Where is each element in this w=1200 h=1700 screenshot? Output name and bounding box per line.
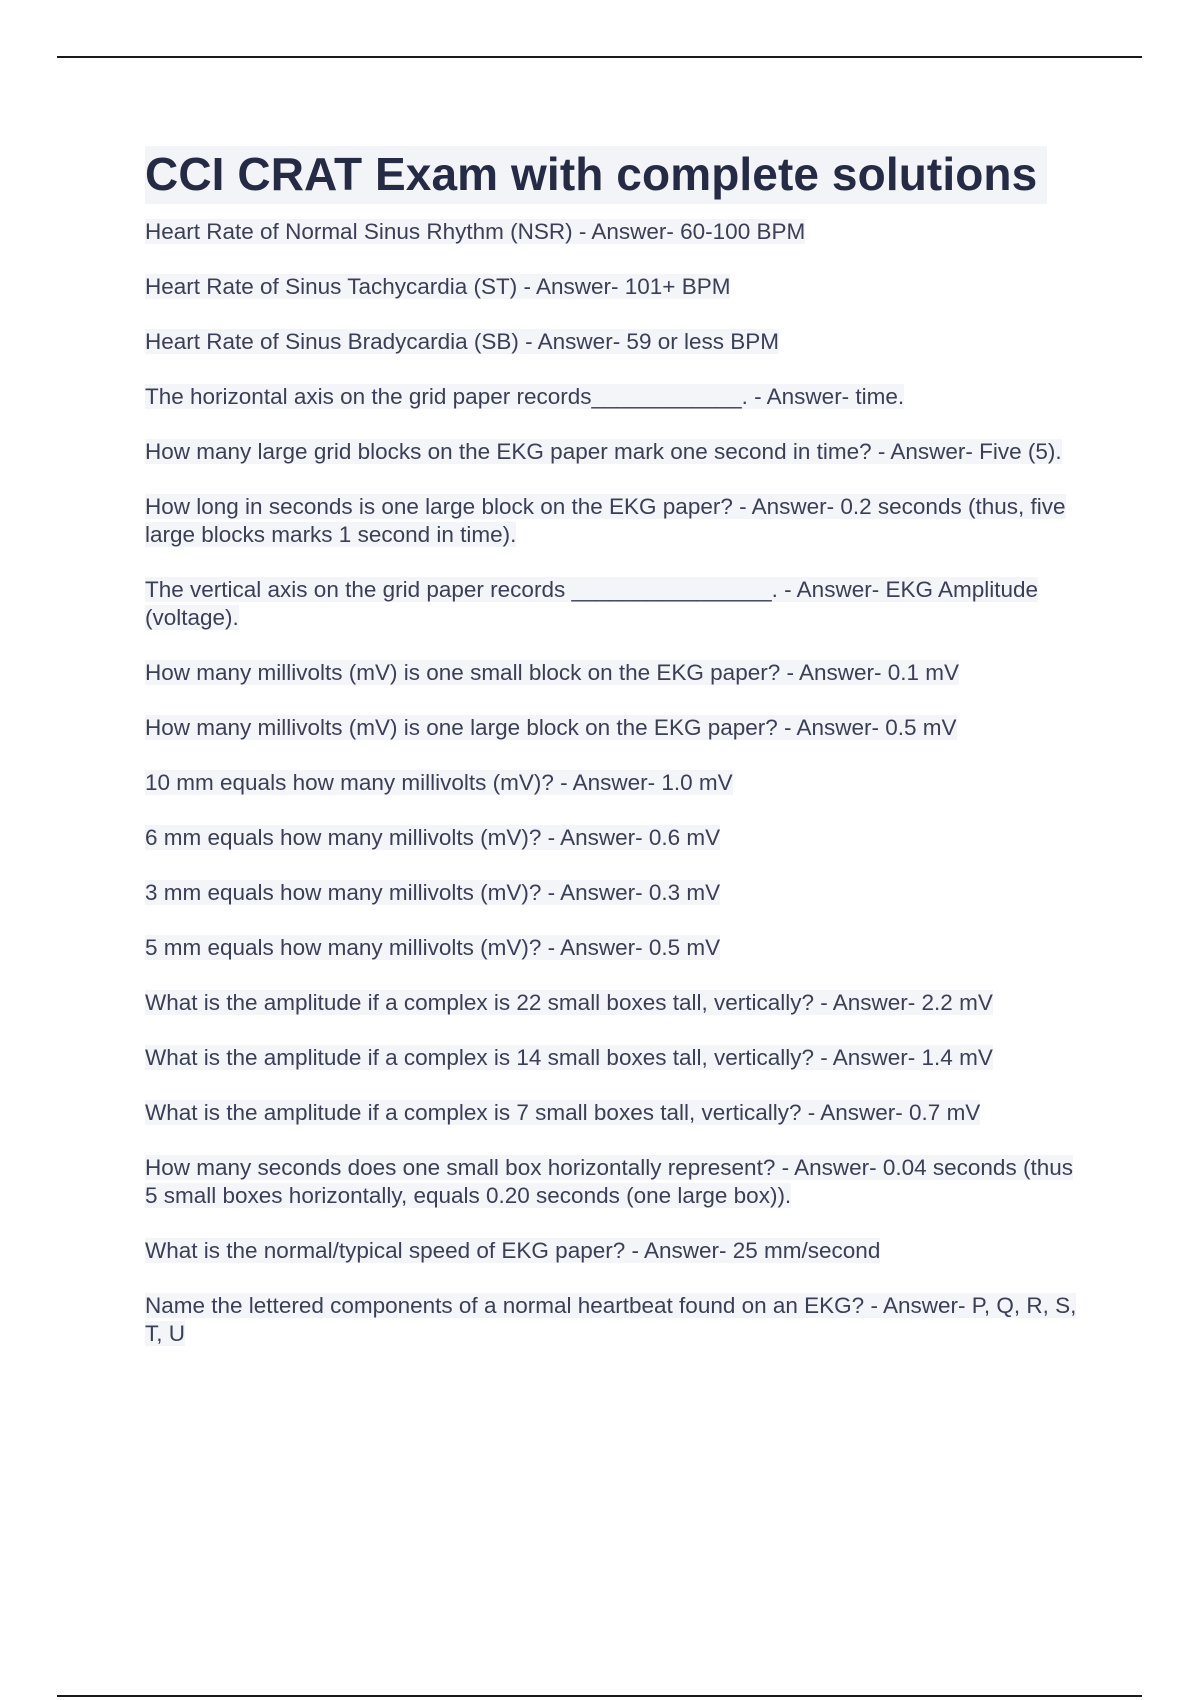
qa-item bbox=[145, 879, 1090, 907]
qa-item bbox=[145, 438, 1090, 466]
qa-text: How long in seconds is one large block on the EKG paper? - Answer- 0.2 seconds (thus, five large blocks marks 1 second in time). bbox=[145, 494, 1066, 547]
bottom-rule bbox=[57, 1695, 1142, 1697]
qa-item bbox=[145, 576, 1090, 632]
qa-text: How many seconds does one small box horizontally represent? - Answer- 0.04 seconds (thus 5 small boxes horizontally, equals 0.20 seconds (one large box)). bbox=[145, 1155, 1073, 1208]
qa-item bbox=[145, 1099, 1090, 1127]
qa-text: What is the amplitude if a complex is 14 small boxes tall, vertically? - Answer- 1.4 mV bbox=[145, 1045, 993, 1070]
qa-item bbox=[145, 1154, 1090, 1210]
qa-text: How many millivolts (mV) is one large block on the EKG paper? - Answer- 0.5 mV bbox=[145, 715, 957, 740]
qa-item bbox=[145, 383, 1090, 411]
qa-text: 10 mm equals how many millivolts (mV)? - Answer- 1.0 mV bbox=[145, 770, 733, 795]
qa-text: Heart Rate of Sinus Bradycardia (SB) - Answer- 59 or less BPM bbox=[145, 329, 779, 354]
qa-item bbox=[145, 824, 1090, 852]
qa-text: Heart Rate of Sinus Tachycardia (ST) - Answer- 101+ BPM bbox=[145, 274, 731, 299]
qa-item bbox=[145, 769, 1090, 797]
qa-text: What is the amplitude if a complex is 7 small boxes tall, vertically? - Answer- 0.7 mV bbox=[145, 1100, 981, 1125]
qa-text: 6 mm equals how many millivolts (mV)? - Answer- 0.6 mV bbox=[145, 825, 721, 850]
qa-text: 5 mm equals how many millivolts (mV)? - Answer- 0.5 mV bbox=[145, 935, 721, 960]
qa-text: How many millivolts (mV) is one small block on the EKG paper? - Answer- 0.1 mV bbox=[145, 660, 960, 685]
qa-item bbox=[145, 328, 1090, 356]
qa-text: What is the amplitude if a complex is 22 small boxes tall, vertically? - Answer- 2.2 mV bbox=[145, 990, 993, 1015]
qa-item bbox=[145, 1237, 1090, 1265]
qa-text: What is the normal/typical speed of EKG paper? - Answer- 25 mm/second bbox=[145, 1238, 881, 1263]
qa-item bbox=[145, 659, 1090, 687]
qa-item bbox=[145, 493, 1090, 549]
qa-item bbox=[145, 1044, 1090, 1072]
qa-item bbox=[145, 989, 1090, 1017]
qa-item bbox=[145, 714, 1090, 742]
qa-text: How many large grid blocks on the EKG paper mark one second in time? - Answer- Five (5). bbox=[145, 439, 1062, 464]
qa-text: The vertical axis on the grid paper records ________________. - Answer- EKG Amplitude (voltage). bbox=[145, 577, 1039, 630]
qa-item bbox=[145, 934, 1090, 962]
document-body bbox=[145, 146, 1090, 1375]
qa-text: Name the lettered components of a normal heartbeat found on an EKG? - Answer- P, Q, R, S, T, U bbox=[145, 1293, 1077, 1346]
qa-text: Heart Rate of Normal Sinus Rhythm (NSR) - Answer- 60-100 BPM bbox=[145, 219, 806, 244]
top-rule bbox=[57, 56, 1142, 58]
document-title: CCI CRAT Exam with complete solutions bbox=[145, 146, 1047, 204]
qa-item bbox=[145, 1292, 1090, 1348]
qa-text: 3 mm equals how many millivolts (mV)? - Answer- 0.3 mV bbox=[145, 880, 721, 905]
qa-item bbox=[145, 273, 1090, 301]
qa-item bbox=[145, 218, 1090, 246]
qa-text: The horizontal axis on the grid paper records____________. - Answer- time. bbox=[145, 384, 905, 409]
